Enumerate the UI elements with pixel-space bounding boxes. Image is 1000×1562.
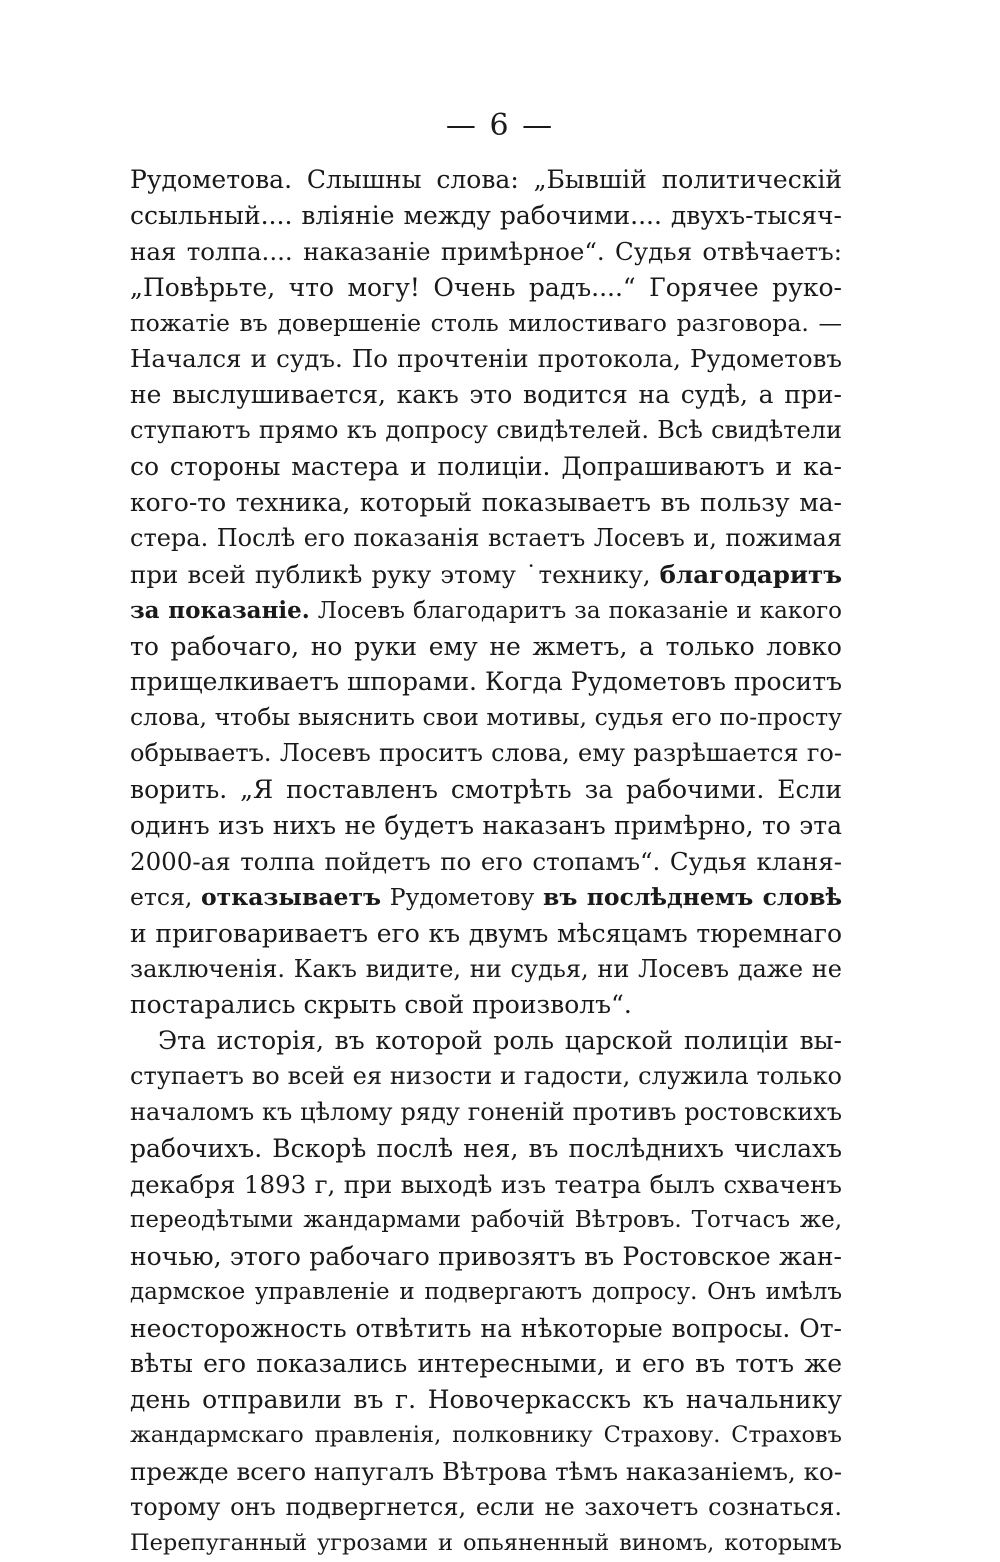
bold-phrase: за показаніе. bbox=[130, 596, 310, 624]
text-line: пожатіе въ довершеніе столь милостиваго разговора. — bbox=[130, 308, 842, 337]
bold-phrase: отказываетъ bbox=[201, 882, 382, 911]
text-line: постарались скрыть свой произволъ“. bbox=[130, 990, 632, 1020]
text-line: одинъ изъ нихъ не будетъ наказанъ примѣрно, то эта bbox=[130, 811, 842, 841]
text-line: и приговариваетъ его къ двумъ мѣсяцамъ тюремнаго bbox=[130, 918, 842, 948]
body-text bbox=[130, 162, 842, 1562]
text-line: 2000-ая толпа пойдетъ по его стопамъ“. Судья кланя- bbox=[130, 846, 842, 876]
text-line: Перепуганный угрозами и опьяненный виномъ, которымъ bbox=[130, 1529, 842, 1556]
text-line: день отправили въ г. Новочеркасскъ къ начальнику bbox=[130, 1385, 842, 1415]
text-line: Рудометова. Слышны слова: „Бывшій политическій bbox=[130, 165, 842, 194]
text-line: стера. Послѣ его показанія встаетъ Лосевъ и, пожимая bbox=[130, 523, 842, 552]
text-line: рабочихъ. Вскорѣ послѣ нея, въ послѣднихъ числахъ bbox=[130, 1134, 842, 1164]
text-line: ется, отказываетъ Рудометову въ послѣднемъ словѣ bbox=[130, 882, 842, 911]
text-line: ворить. „Я поставленъ смотрѣть за рабочими. Если bbox=[130, 775, 842, 805]
text-line: ступаютъ прямо къ допросу свидѣтелей. Всѣ свидѣтели bbox=[130, 416, 842, 445]
text-line: неосторожность отвѣтить на нѣкоторые вопросы. От- bbox=[130, 1313, 842, 1343]
text-line: со стороны мастера и полиціи. Допрашиваютъ и ка- bbox=[130, 452, 842, 482]
text-line: прищелкиваетъ шпорами. Когда Рудометовъ проситъ bbox=[130, 667, 842, 697]
text-line: „Повѣрьте, что могу! Очень радъ....“ Горячее руко- bbox=[130, 272, 842, 302]
text-line: Эта исторія, въ которой роль царской полиціи вы- bbox=[158, 1026, 842, 1056]
text-line: дармское управленіе и подвергаютъ допросу. Онъ имѣлъ bbox=[130, 1278, 842, 1305]
text-line: не выслушивается, какъ это водится на судѣ, а при- bbox=[130, 380, 842, 410]
bold-phrase: въ послѣднемъ словѣ bbox=[543, 882, 842, 911]
text-line: началомъ къ цѣлому ряду гоненій противъ ростовскихъ bbox=[130, 1098, 842, 1127]
text-line: переодѣтыми жандармами рабочій Вѣтровъ. Тотчасъ же, bbox=[130, 1206, 842, 1233]
text-line: Начался и судъ. По прочтеніи протокола, Рудометовъ bbox=[130, 344, 842, 374]
text-line: за показаніе. Лосевъ благодаритъ за показаніе и какого bbox=[130, 596, 842, 624]
text-line: заключенія. Какъ видите, ни судья, ни Лосевъ даже не bbox=[130, 954, 842, 983]
text-line: ступаетъ во всей ея низости и гадости, служила только bbox=[130, 1062, 842, 1091]
text-line: слова, чтобы выяснить свои мотивы, судья его по-просту bbox=[130, 703, 842, 732]
text-line: прежде всего напугалъ Вѣтрова тѣмъ наказаніемъ, ко- bbox=[130, 1457, 842, 1487]
text-line: ночью, этого рабочаго привозятъ въ Ростовское жан- bbox=[130, 1241, 842, 1271]
text-line: ссыльный.... вліяніе между рабочими.... двухъ-тысяч- bbox=[130, 200, 842, 230]
text-line: то рабочаго, но руки ему не жметъ, а только ловко bbox=[130, 631, 842, 661]
bold-phrase: благодаритъ bbox=[659, 559, 842, 589]
text-line: при всей публикѣ руку этому ˙технику, благодаритъ bbox=[130, 559, 842, 589]
text-line: декабря 1893 г, при выходѣ изъ театра былъ схваченъ bbox=[130, 1169, 842, 1199]
text-line: кого-то техника, который показываетъ въ пользу ма- bbox=[130, 488, 842, 518]
text-line: торому онъ подвергнется, если не захочетъ сознаться. bbox=[130, 1492, 842, 1521]
text-line: жандармскаго правленія, полковнику Страхову. Страховъ bbox=[130, 1422, 842, 1449]
text-line: обрываетъ. Лосевъ проситъ слова, ему разрѣшается го- bbox=[130, 739, 842, 768]
text-line: ная толпа.... наказаніе примѣрное“. Судья отвѣчаетъ: bbox=[130, 236, 842, 266]
page-number: — 6 — bbox=[445, 108, 555, 143]
text-line: вѣты его показались интересными, и его въ тотъ же bbox=[130, 1349, 842, 1379]
